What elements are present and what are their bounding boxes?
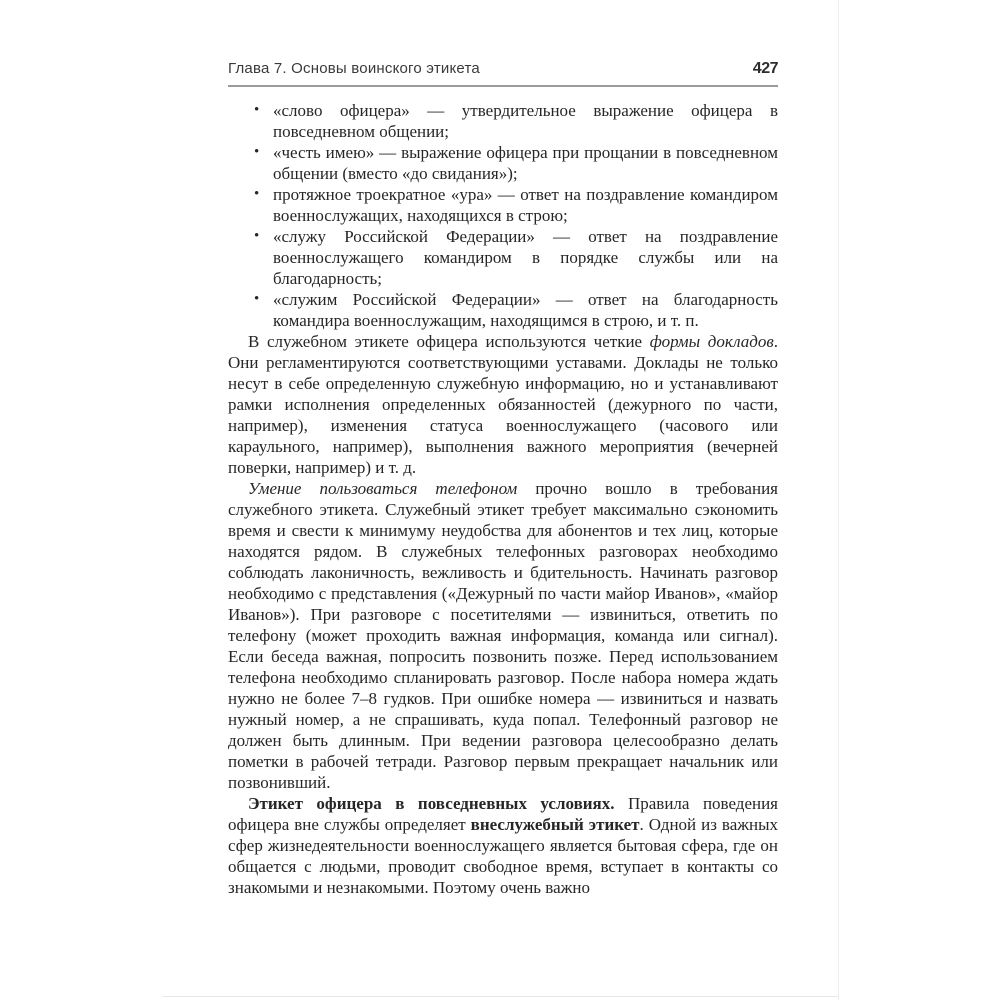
page-content [228, 60, 778, 898]
text-segment-normal: В служебном этикете офицера используются четкие [248, 332, 650, 351]
paragraph [228, 331, 778, 478]
bullet-item: • «служим Российской Федерации» — ответ на благодарность командира военнослужащим, находящимся в строю, и т. п. [228, 289, 778, 331]
text-segment-normal: Правила поведения офицера вне службы определяет [228, 794, 778, 834]
text-segment-italic: формы докладов [649, 332, 774, 351]
running-header [228, 60, 778, 87]
text-segment-bold: внеслужебный этикет [470, 815, 640, 834]
bullet-item: • протяжное троекратное «ура» — ответ на поздравление командиром военнослужащих, находящихся в строю; [228, 184, 778, 226]
text-segment-normal: . Одной из важных сфер жизнедеятельности военнослужащего является бытовая сфера, где он общается с людьми, проводит свободное время, вступает в контакты со знакомыми и незнакомыми. Поэтому очень важно [228, 815, 779, 897]
bullet-list [228, 100, 778, 331]
paragraph [228, 793, 778, 898]
paragraph [228, 478, 778, 793]
chapter-header: Глава 7. Основы воинского этикета [228, 60, 480, 77]
text-segment-normal: прочно вошло в требования служебного этикета. Служебный этикет требует максимально сэкономить время и свести к минимуму неудобства для абонентов и тех лиц, которые находятся рядом. В служебных телефонных разговорах необходимо соблюдать лаконичность, вежливость и бдительность. Начинать разговор необходимо с представления («Дежурный по части майор Иванов», «майор Иванов»). При разговоре с посетителями — извиниться, ответить по телефону (может проходить важная информация, команда или сигнал). Если беседа важная, попросить позвонить позже. Перед использованием телефона необходимо спланировать разговор. После набора номера ждать нужно не более 7–8 гудков. При ошибке номера — извиниться и назвать нужный номер, а не спрашивать, куда попал. Телефонный разговор не должен быть длинным. При ведении разговора целесообразно делать пометки в рабочей тетради. Разговор первым прекращает начальник или позвонивший. [228, 479, 778, 792]
page-edge-right [838, 0, 839, 1000]
paragraphs-container [228, 331, 778, 898]
text-segment-bold: Этикет офицера в повседневных условиях. [248, 794, 615, 813]
bullet-item: • «служу Российской Федерации» — ответ на поздравление военнослужащего командиром в порядке службы или на благодарность; [228, 226, 778, 289]
page-number: 427 [752, 60, 778, 77]
page-edge-bottom [162, 996, 839, 997]
text-segment-italic: Умение пользоваться телефоном [248, 479, 518, 498]
text-segment-normal: . Они регламентируются соответствующими уставами. Доклады не только несут в себе определенную служебную информацию, но и устанавливают рамки исполнения определенных обязанностей (дежурного по части, например), изменения статуса военнослужащего (часового или караульного, например), выполнения важного мероприятия (вечерней поверки, например) и т. д. [228, 332, 778, 477]
bullet-item: • «слово офицера» — утвердительное выражение офицера в повседневном общении; [228, 100, 778, 142]
bullet-item: • «честь имею» — выражение офицера при прощании в повседневном общении (вместо «до свидания»); [228, 142, 778, 184]
body-text [228, 100, 778, 898]
